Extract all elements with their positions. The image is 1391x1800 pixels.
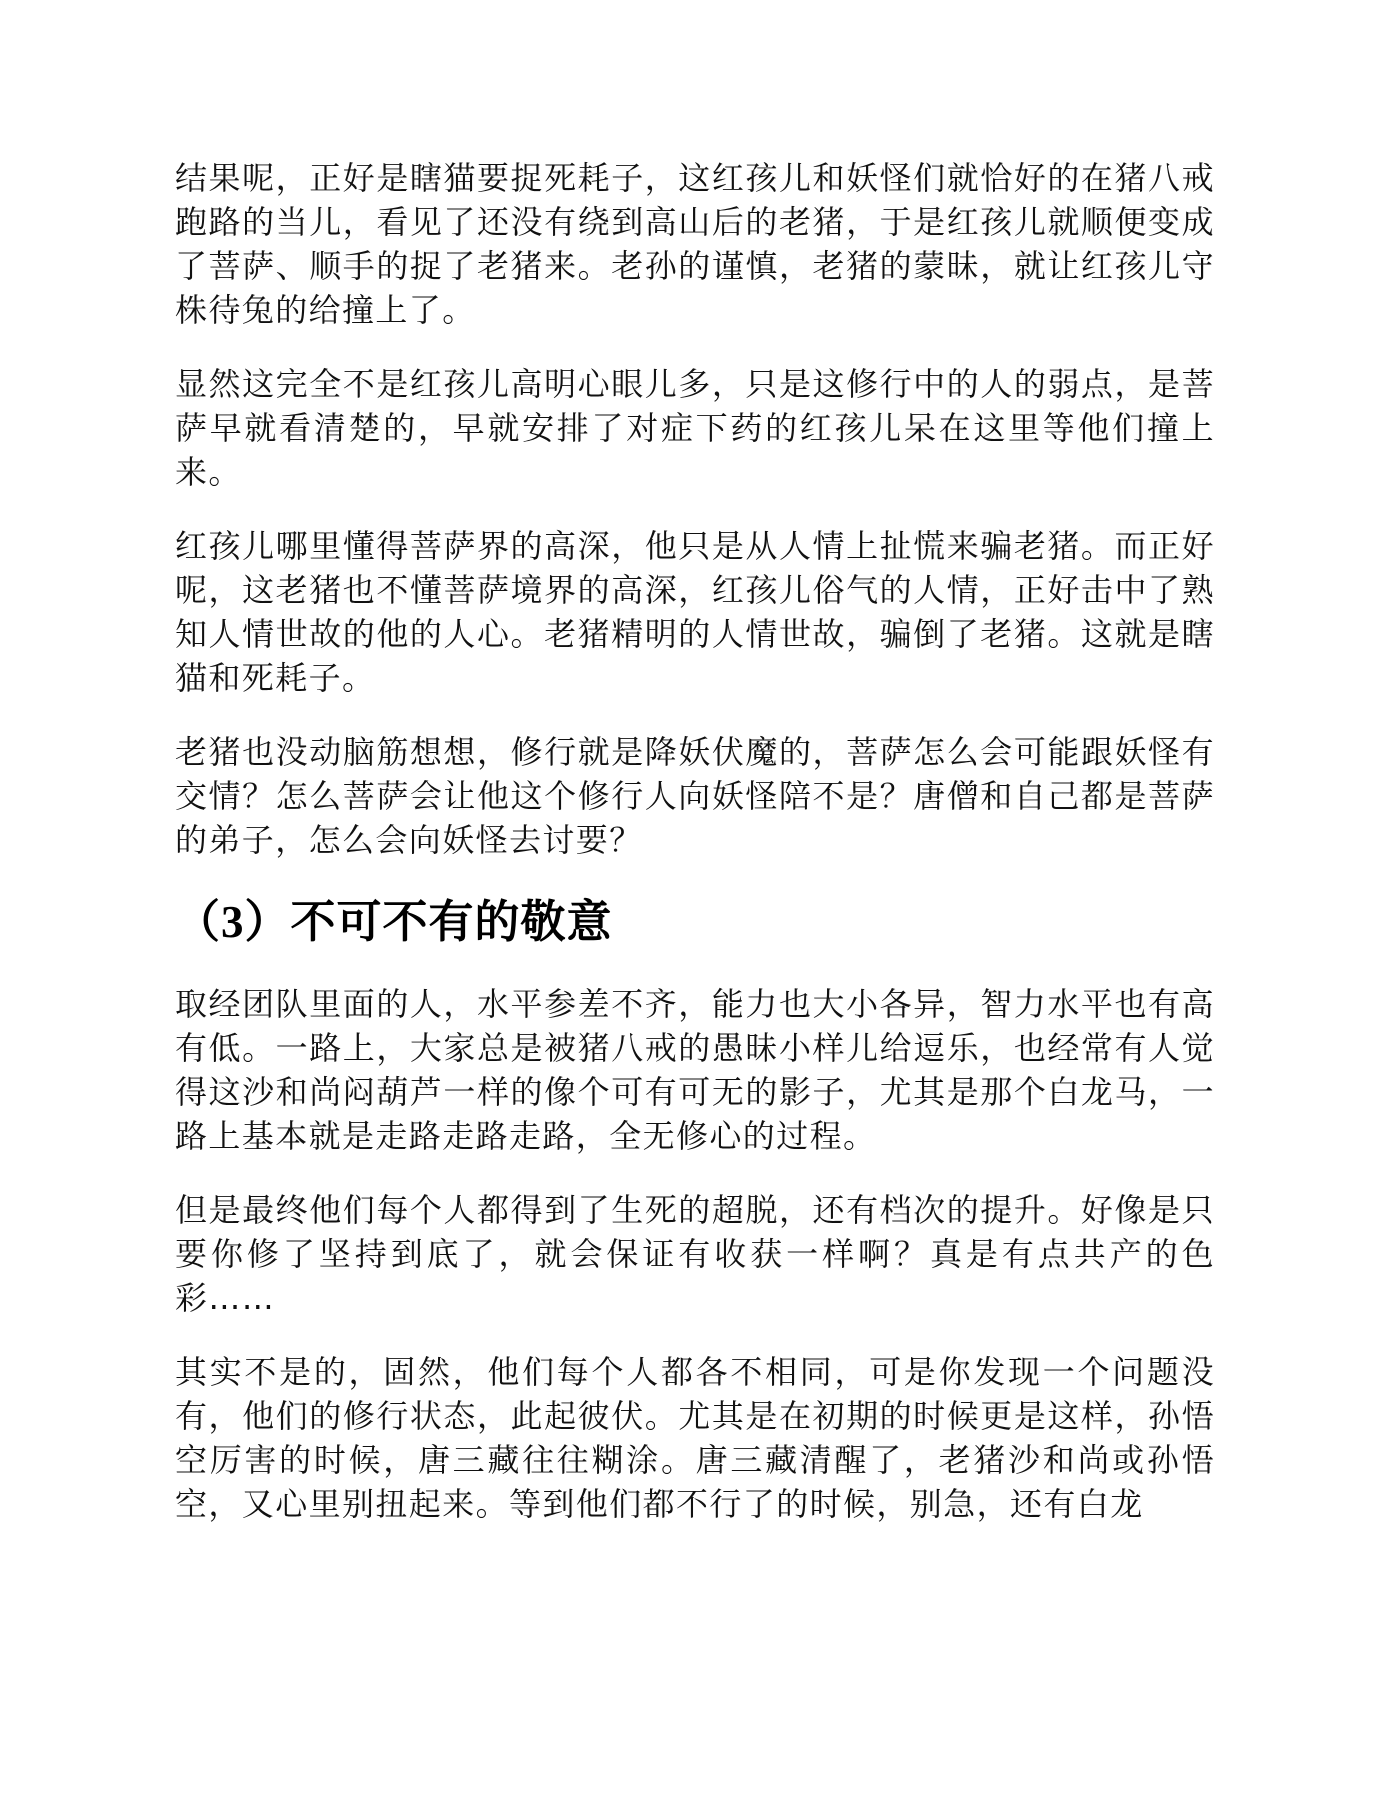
document-page (175, 156, 1215, 1556)
heading-title: 不可不有的敬意 (290, 895, 613, 948)
heading-number: 3 (221, 897, 245, 947)
paragraph: 红孩儿哪里懂得菩萨界的高深，他只是从人情上扯慌来骗老猪。而正好呢，这老猪也不懂菩萨境界的高深，红孩儿俗气的人情，正好击中了熟知人情世故的他的人心。老猪精明的人情世故，骗倒了老猪。这就是瞎猫和死耗子。 (175, 527, 1215, 697)
paragraph: 老猪也没动脑筋想想，修行就是降妖伏魔的，菩萨怎么会可能跟妖怪有交情？怎么菩萨会让他这个修行人向妖怪陪不是？唐僧和自己都是菩萨的弟子，怎么会向妖怪去讨要？ (175, 733, 1215, 859)
heading-open-paren: （ (175, 895, 222, 948)
paragraph: 取经团队里面的人，水平参差不齐，能力也大小各异，智力水平也有高有低。一路上，大家总是被猪八戒的愚昧小样儿给逗乐，也经常有人觉得这沙和尚闷葫芦一样的像个可有可无的影子，尤其是那个白龙马，一路上基本就是走路走路走路，全无修心的过程。 (175, 985, 1215, 1155)
paragraph: 但是最终他们每个人都得到了生死的超脱，还有档次的提升。好像是只要你修了坚持到底了，就会保证有收获一样啊？真是有点共产的色彩…… (175, 1191, 1215, 1317)
section-heading (175, 892, 1215, 952)
paragraph: 其实不是的，固然，他们每个人都各不相同，可是你发现一个问题没有，他们的修行状态，此起彼伏。尤其是在初期的时候更是这样，孙悟空厉害的时候，唐三藏往往糊涂。唐三藏清醒了，老猪沙和尚或孙悟空，又心里别扭起来。等到他们都不行了的时候，别急，还有白龙 (175, 1353, 1215, 1523)
heading-close-paren: ） (244, 895, 291, 948)
paragraph: 结果呢，正好是瞎猫要捉死耗子，这红孩儿和妖怪们就恰好的在猪八戒跑路的当儿，看见了还没有绕到高山后的老猪，于是红孩儿就顺便变成了菩萨、顺手的捉了老猪来。老孙的谨慎，老猪的蒙昧，就让红孩儿守株待兔的给撞上了。 (175, 159, 1215, 329)
paragraph: 显然这完全不是红孩儿高明心眼儿多，只是这修行中的人的弱点，是菩萨早就看清楚的，早就安排了对症下药的红孩儿呆在这里等他们撞上来。 (175, 365, 1215, 491)
